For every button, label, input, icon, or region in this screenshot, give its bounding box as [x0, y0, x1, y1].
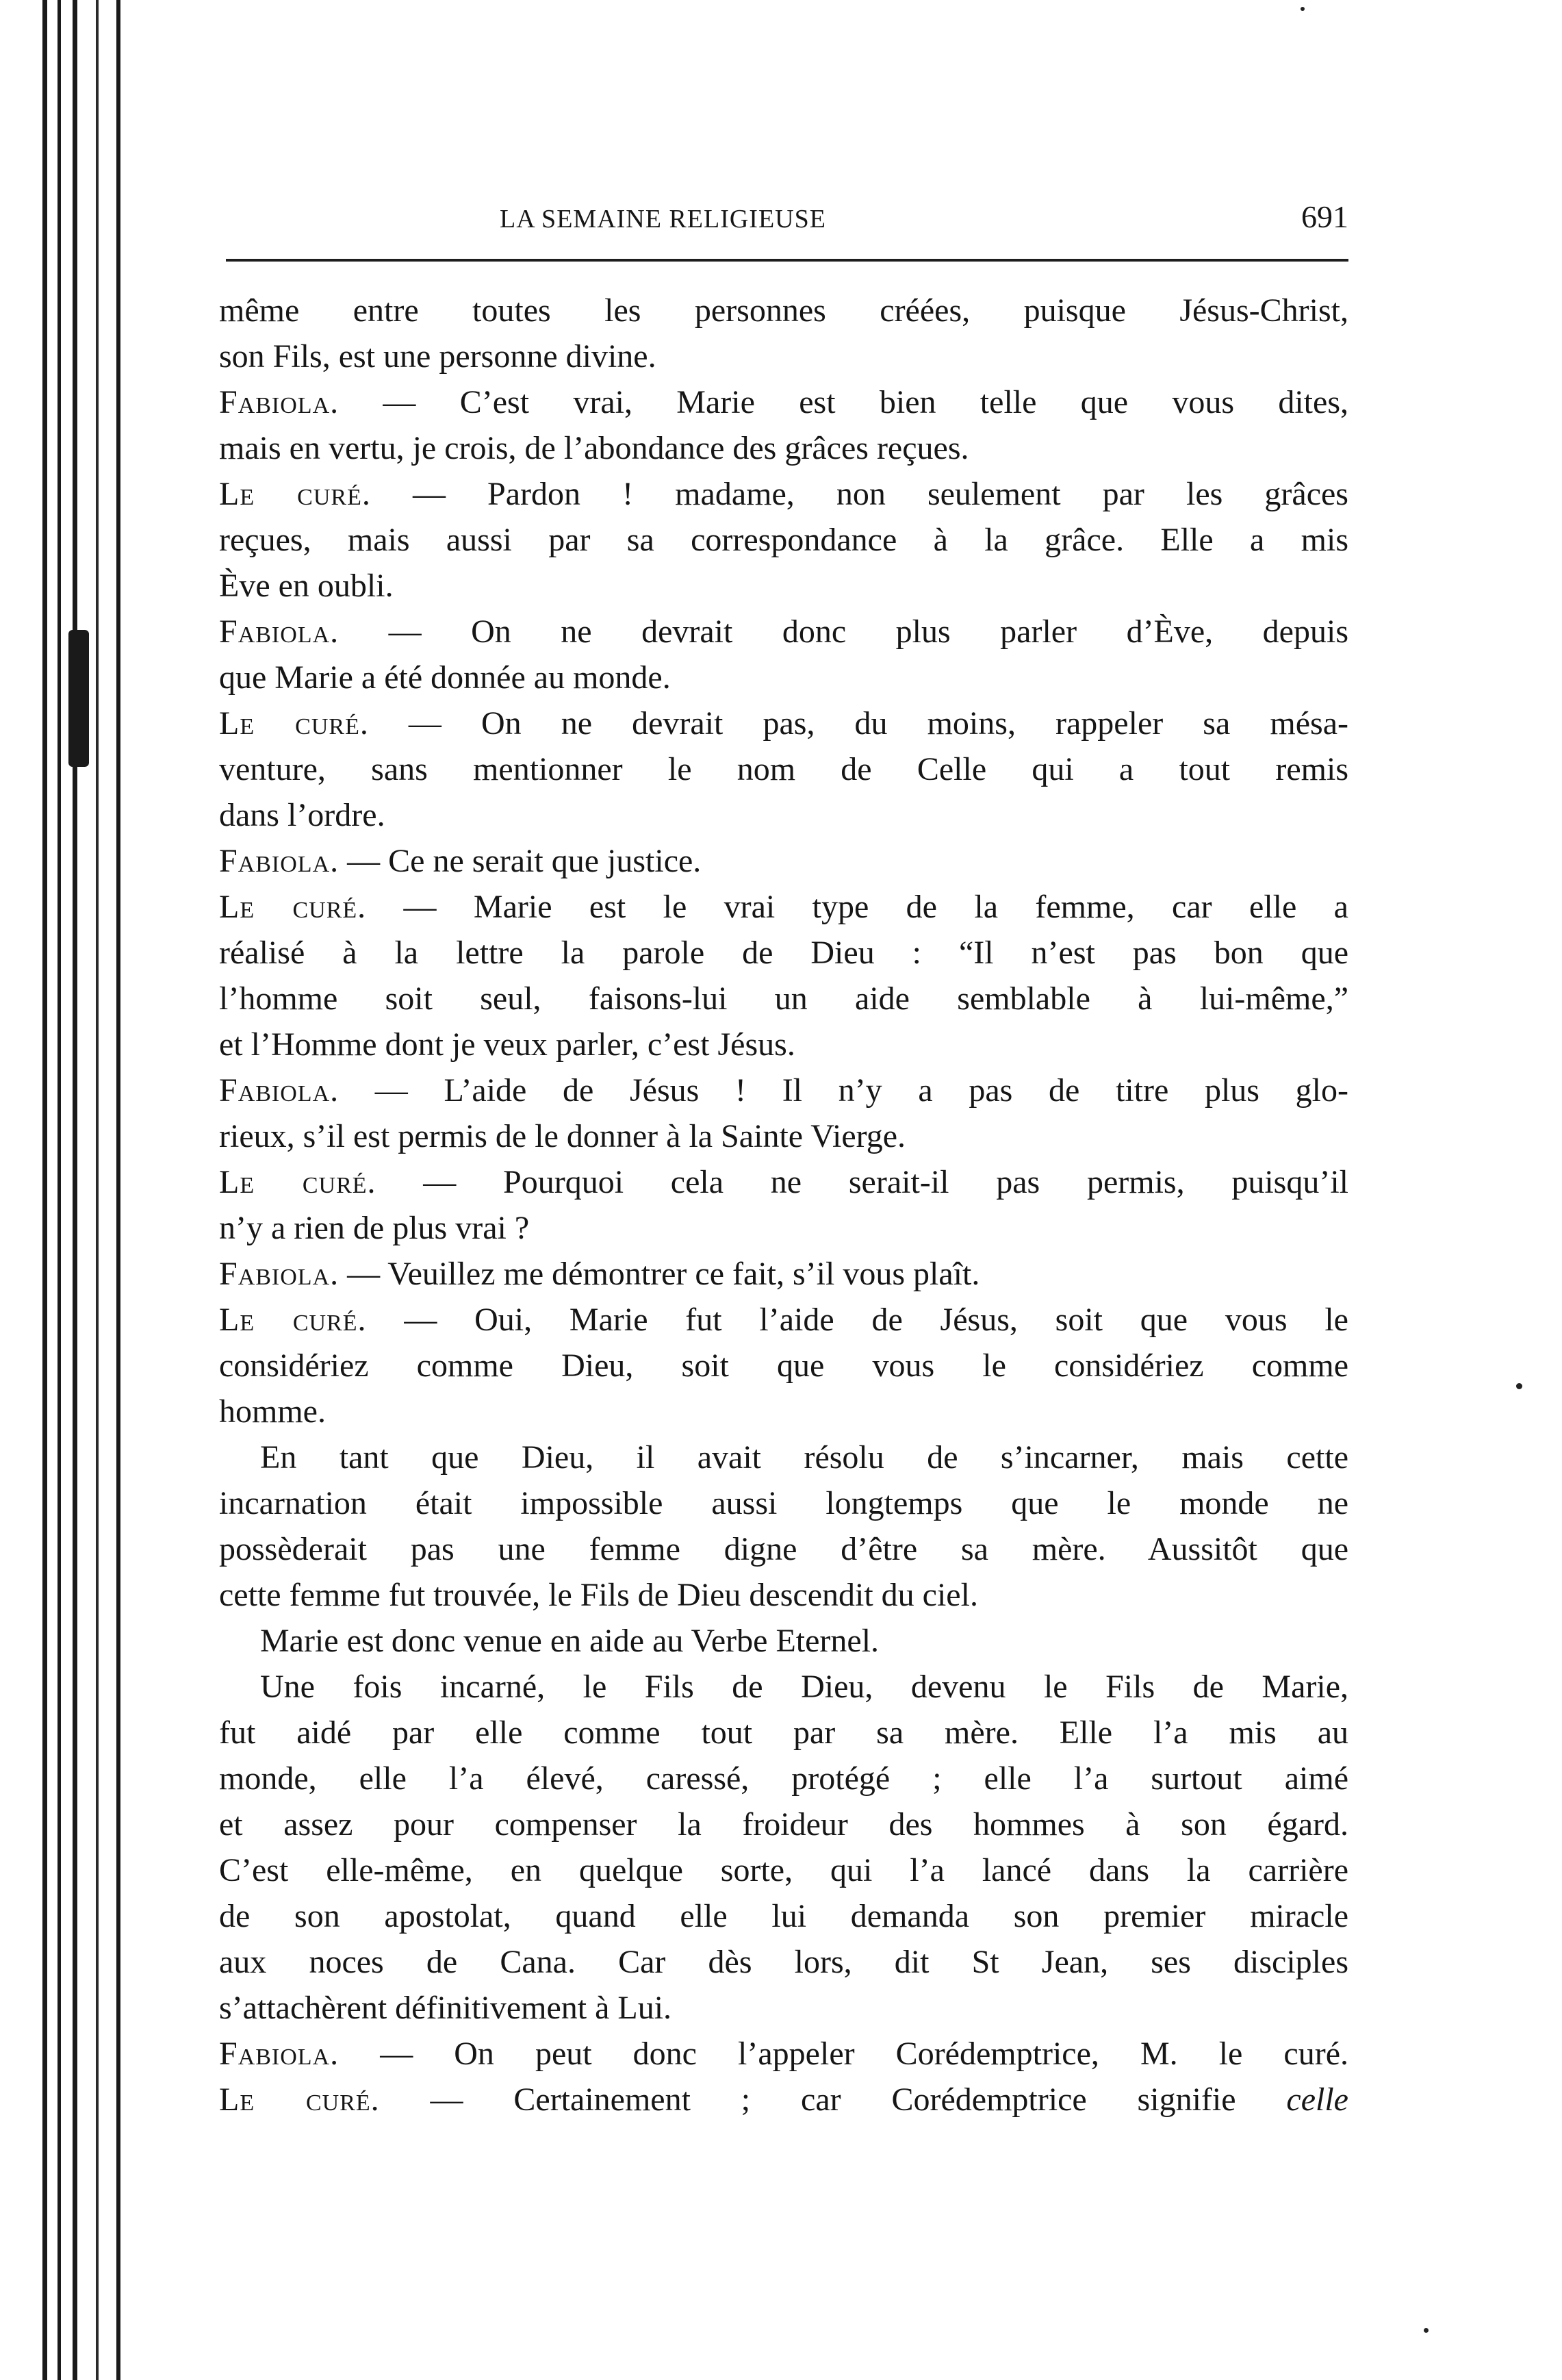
text-line — [219, 1389, 1348, 1434]
text-line — [219, 1297, 1348, 1343]
print-speck — [1516, 1383, 1522, 1389]
text-line — [219, 1710, 1348, 1756]
text-line — [219, 517, 1348, 563]
text-line — [219, 1618, 1348, 1664]
binding-line — [73, 0, 77, 2380]
line-text: — Marie est le vrai type de la femme, car elle a — [366, 889, 1348, 925]
line-text: cette femme fut trouvée, le Fils de Dieu descendit du ciel. — [219, 1577, 978, 1613]
text-line — [219, 1939, 1348, 1985]
line-text: considériez comme Dieu, soit que vous le considériez comme — [219, 1347, 1348, 1384]
line-text: l’homme soit seul, faisons-lui un aide semblable à lui-même,” — [219, 980, 1348, 1017]
text-line — [219, 425, 1348, 471]
text-line — [219, 1251, 1348, 1297]
body-text — [219, 288, 1348, 2123]
line-text: C’est elle-même, en quelque sorte, qui l’a lancé dans la carrière — [219, 1852, 1348, 1888]
line-text: venture, sans mentionner le nom de Celle qui a tout remis — [219, 751, 1348, 787]
text-line — [219, 1893, 1348, 1939]
running-head: LA SEMAINE RELIGIEUSE — [500, 205, 826, 233]
speaker-name: Le curé. — [219, 476, 371, 512]
line-text: monde, elle l’a élevé, caressé, protégé ; elle l’a surtout aimé — [219, 1760, 1348, 1797]
text-line — [219, 1801, 1348, 1847]
page-header — [219, 192, 1348, 267]
line-text: — On ne devrait pas, du moins, rappeler sa mésa- — [368, 705, 1348, 742]
line-text: s’attachèrent définitivement à Lui. — [219, 1990, 672, 2026]
page-number: 691 — [1301, 199, 1348, 234]
text-line — [219, 746, 1348, 792]
text-line — [219, 1756, 1348, 1801]
line-text: et l’Homme dont je veux parler, c’est Jésus. — [219, 1026, 795, 1063]
line-text: — Ce ne serait que justice. — [339, 843, 702, 879]
binding-line — [57, 0, 61, 2380]
line-text: réalisé à la lettre la parole de Dieu : “Il n’est pas bon que — [219, 935, 1348, 971]
text-line — [219, 930, 1348, 976]
page-binding-edge — [0, 0, 144, 2380]
text-line — [219, 1847, 1348, 1893]
text-line — [219, 1067, 1348, 1113]
speaker-name: Le curé. — [219, 1302, 367, 1338]
line-text: — L’aide de Jésus ! Il n’y a pas de titre plus glo- — [339, 1072, 1348, 1109]
text-line — [219, 1434, 1348, 1480]
text-line — [219, 379, 1348, 425]
binding-line — [42, 0, 47, 2380]
print-speck — [1301, 7, 1305, 11]
line-text: Marie est donc venue en aide au Verbe Eternel. — [260, 1623, 880, 1659]
speaker-name: Fabiola. — [219, 843, 340, 879]
text-line — [219, 1022, 1348, 1067]
speaker-name: Fabiola. — [219, 613, 340, 650]
italic-word: celle — [1286, 2081, 1348, 2118]
line-text: et assez pour compenser la froideur des hommes à son égard. — [219, 1806, 1348, 1843]
binding-mark — [68, 630, 89, 767]
text-line — [219, 1205, 1348, 1251]
line-text: homme. — [219, 1393, 326, 1430]
line-text: que Marie a été donnée au monde. — [219, 659, 671, 696]
text-line — [219, 2077, 1348, 2123]
line-text: dans l’ordre. — [219, 797, 385, 833]
binding-line — [96, 0, 99, 2380]
book-page — [219, 192, 1348, 2123]
text-line — [219, 1526, 1348, 1572]
line-text: — On peut donc l’appeler Corédemptrice, M. le curé. — [339, 2036, 1348, 2072]
speaker-name: Le curé. — [219, 1164, 376, 1200]
line-text: rieux, s’il est permis de le donner à la Sainte Vierge. — [219, 1118, 906, 1154]
text-line — [219, 700, 1348, 746]
line-text: même entre toutes les personnes créées, puisque Jésus-Christ, — [219, 292, 1348, 329]
print-speck — [1424, 2328, 1429, 2333]
text-line — [219, 1343, 1348, 1389]
speaker-name: Le curé. — [219, 705, 369, 742]
line-text: mais en vertu, je crois, de l’abondance des grâces reçues. — [219, 430, 969, 466]
line-text: aux noces de Cana. Car dès lors, dit St Jean, ses disciples — [219, 1944, 1348, 1980]
speaker-name: Fabiola. — [219, 384, 340, 420]
text-line — [219, 288, 1348, 333]
speaker-name: Le curé. — [219, 889, 367, 925]
text-line — [219, 792, 1348, 838]
speaker-name: Le curé. — [219, 2081, 380, 2118]
line-text: — Pourquoi cela ne serait-il pas permis, puisqu’il — [376, 1164, 1348, 1200]
line-text: En tant que Dieu, il avait résolu de s’incarner, mais cette — [260, 1439, 1348, 1476]
text-line — [219, 333, 1348, 379]
text-line — [219, 1664, 1348, 1710]
text-line — [219, 1113, 1348, 1159]
text-line — [219, 976, 1348, 1022]
line-text: fut aidé par elle comme tout par sa mère. Elle l’a mis au — [219, 1714, 1348, 1751]
line-text: de son apostolat, quand elle lui demanda son premier miracle — [219, 1898, 1348, 1934]
line-text: — Oui, Marie fut l’aide de Jésus, soit que vous le — [366, 1302, 1348, 1338]
line-text: — Veuillez me démontrer ce fait, s’il vous plaît. — [339, 1256, 980, 1292]
line-text: possèderait pas une femme digne d’être sa mère. Aussitôt que — [219, 1531, 1348, 1567]
header-rule — [226, 259, 1348, 262]
text-line — [219, 1159, 1348, 1205]
line-text: — C’est vrai, Marie est bien telle que vous dites, — [339, 384, 1348, 420]
text-line — [219, 563, 1348, 609]
line-text: son Fils, est une personne divine. — [219, 338, 656, 375]
text-line — [219, 884, 1348, 930]
text-line — [219, 838, 1348, 884]
line-text: — On ne devrait donc plus parler d’Ève, depuis — [339, 613, 1348, 650]
text-line — [219, 1985, 1348, 2031]
text-line — [219, 2031, 1348, 2077]
line-text: — Certainement ; car Corédemptrice signifie — [379, 2081, 1287, 2118]
line-text: Ève en oubli. — [219, 568, 394, 604]
line-text: n’y a rien de plus vrai ? — [219, 1210, 530, 1246]
line-text: reçues, mais aussi par sa correspondance à la grâce. Elle a mis — [219, 522, 1348, 558]
line-text: incarnation était impossible aussi longtemps que le monde ne — [219, 1485, 1348, 1521]
line-text: Une fois incarné, le Fils de Dieu, devenu le Fils de Marie, — [260, 1669, 1348, 1705]
text-line — [219, 1572, 1348, 1618]
binding-line — [116, 0, 120, 2380]
line-text: — Pardon ! madame, non seulement par les grâces — [370, 476, 1348, 512]
speaker-name: Fabiola. — [219, 2036, 340, 2072]
text-line — [219, 609, 1348, 655]
text-line — [219, 1480, 1348, 1526]
text-line — [219, 471, 1348, 517]
speaker-name: Fabiola. — [219, 1072, 340, 1109]
speaker-name: Fabiola. — [219, 1256, 340, 1292]
text-line — [219, 655, 1348, 700]
